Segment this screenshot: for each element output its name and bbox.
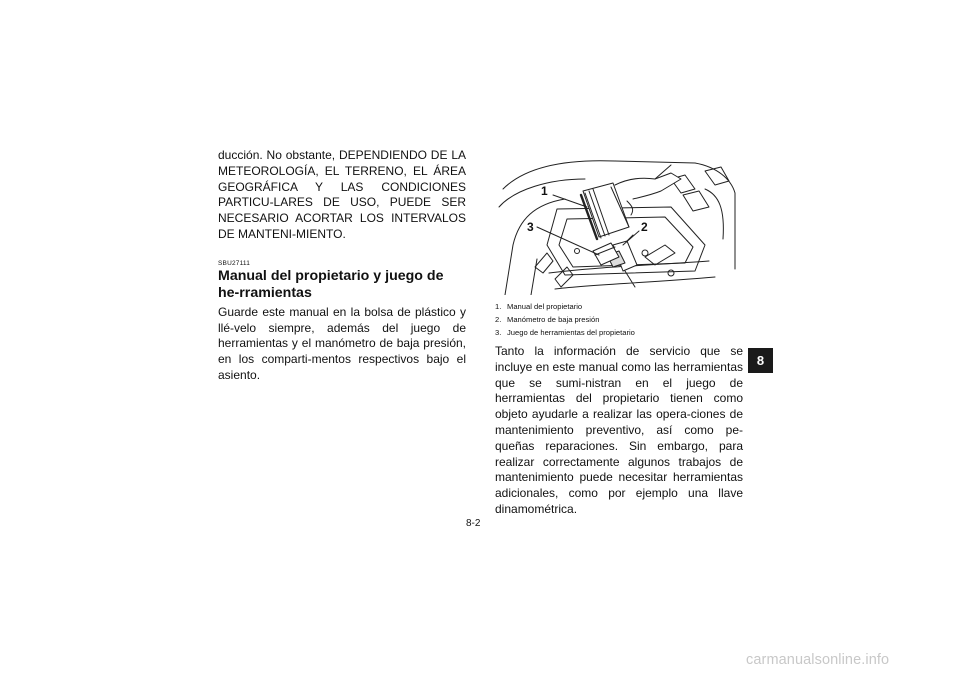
callout-3: 3 [527, 220, 534, 234]
section-body: Guarde este manual en la bolsa de plástico y llé-velo siempre, además del juego de herramientas y el manómetro de baja presión, en los comparti-mentos respectivos bajo el asiento. [218, 304, 466, 382]
section-code: SBU27111 [218, 259, 251, 267]
right-column [495, 344, 743, 518]
caption-1: 1. Manual del propietario [495, 302, 583, 311]
callout-2: 2 [641, 220, 648, 234]
chapter-tab: 8 [748, 348, 773, 373]
watermark: carmanualsonline.info [746, 652, 890, 668]
seat-compartment-illustration [495, 149, 742, 295]
section-heading: Manual del propietario y juego de he-rramientas [218, 267, 444, 301]
figure-captions [495, 300, 745, 339]
page-number: 8-2 [466, 518, 481, 529]
caption-3: 3. Juego de herramientas del propietario [495, 328, 635, 337]
service-info-paragraph: Tanto la información de servicio que se incluye en este manual como las herramientas que se sumi-nistran en el juego de herramientas del propietario tienen como objeto ayudarle a realizar las opera-ciones de mantenimiento preventivo, así como pe-queñas reparaciones. Sin embargo, para realizar correctamente algunos trabajos de mantenimiento puede necesitar herramientas adicionales, como por ejemplo una llave dinamométrica. [495, 344, 743, 516]
callout-1: 1 [541, 184, 548, 198]
caption-2: 2. Manómetro de baja presión [495, 315, 600, 324]
intro-paragraph: ducción. No obstante, DEPENDIENDO DE LA METEOROLOGÍA, EL TERRENO, EL ÁREA GEOGRÁFICA Y LAS CONDICIONES PARTICU-LARES DE USO, PUEDE SER NECESARIO ACORTAR LOS INTERVALOS DE MANTENI-MIENTO. [218, 148, 466, 241]
left-column [218, 148, 466, 384]
figure-illustration [495, 149, 742, 295]
